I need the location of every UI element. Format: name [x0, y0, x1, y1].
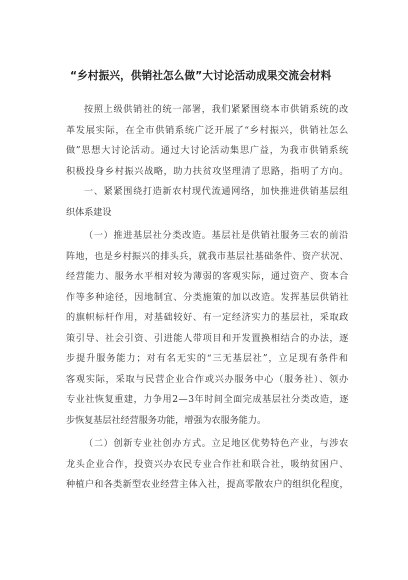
paragraph-line: 步提升服务能力；对有名无实的“三无基层社”，立足现有条件和	[66, 354, 349, 364]
paragraph-line: 策引导、社会引资、引进能人带项目和开发置换相结合的办法，逐	[66, 333, 349, 344]
paragraph-line: 龙头企业合作，投资兴办农民专业合作社和联合社，吸纳贫困户、	[66, 459, 349, 470]
paragraph-line: 阵地，也是乡村振兴的排头兵，就我市基层社基础条件、资产状况、	[66, 251, 349, 262]
paragraph-line: 革发展实际，在全市供销系统广泛开展了“乡村振兴，供销社怎么	[66, 125, 349, 136]
paragraph-line: 按照上级供销社的统一部署，我们紧紧围绕本市供销系统的改	[84, 105, 349, 115]
paragraph-line: （二）创新专业社创办方式。立足地区优势特色产业，与涉农	[84, 439, 349, 449]
paragraph-line: 客观实际，采取与民营企业合作或兴办服务中心（服务社）、领办	[66, 374, 349, 385]
paragraph-line: 专业社恢复重建，力争用2—3年时间全面完成基层社分类改造，逐	[66, 395, 349, 405]
paragraph-line: 作等多种途径，因地制宜、分类施策的加以改造。发挥基层供销社	[66, 292, 349, 303]
section-heading-line: 一、紧紧围绕打造新农村现代流通网络，加快推进供销基层组	[84, 187, 349, 197]
document-title: “乡村振兴，供销社怎么做”大讨论活动成果交流会材料	[70, 70, 332, 82]
document-body	[66, 100, 349, 496]
section-heading-line: 织体系建设	[66, 207, 112, 218]
paragraph-line: 积极投身乡村振兴战略，助力扶贫攻坚理清了思路，指明了方向。	[66, 166, 349, 177]
paragraph-line: 做”思想大讨论活动。通过大讨论活动集思广益，为我市供销系统	[66, 146, 349, 156]
paragraph-line: （一）推进基层社分类改造。基层社是供销社服务三农的前沿	[84, 231, 349, 241]
paragraph-line: 步恢复基层社经营服务功能，增强为农服务能力。	[66, 415, 267, 426]
paragraph-line: 的旗帜标杆作用，对基础较好、有一定经济实力的基层社，采取政	[66, 313, 349, 323]
paragraph-line: 种植户和各类新型农业经营主体入社，提高零散农户的组织化程度，	[66, 480, 349, 490]
paragraph-line: 经营能力、服务水平相对较为薄弱的客观实际，通过资产、资本合	[66, 272, 349, 282]
